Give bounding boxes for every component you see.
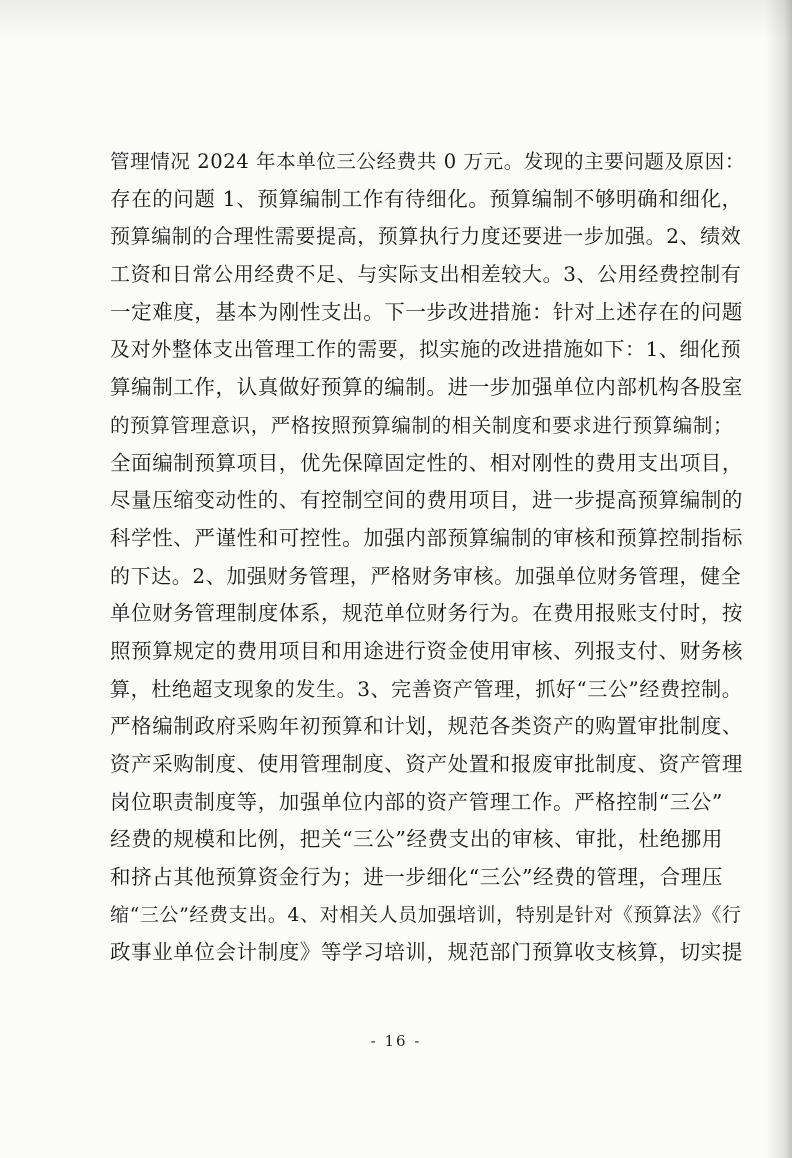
text-line: 预算编制的合理性需要提高，预算执行力度还要进一步加强。2、绩效 (110, 224, 742, 249)
text-line: 管理情况 2024 年本单位三公经费共 0 万元。发现的主要问题及原因： (110, 150, 745, 173)
text-line: 岗位职责制度等，加强单位内部的资产管理工作。严格控制“三公” (110, 789, 723, 814)
scan-top-shadow (0, 0, 792, 40)
text-line: 全面编制预算项目，优先保障固定性的、相对刚性的费用支出项目， (110, 450, 743, 475)
body-text (110, 143, 746, 972)
text-line: 工资和日常公用经费不足、与实际支出相差较大。3、公用经费控制有 (110, 262, 742, 287)
text-line: 一定难度，基本为刚性支出。下一步改进措施：针对上述存在的问题 (110, 299, 743, 324)
text-line: 及对外整体支出管理工作的需要，拟实施的改进措施如下：1、细化预 (110, 337, 742, 362)
text-line: 尽量压缩变动性的、有控制空间的费用项目，进一步提高预算编制的 (110, 488, 743, 513)
text-line: 政事业单位会计制度》等学习培训，规范部门预算收支核算，切实提 (110, 940, 743, 965)
text-line: 存在的问题 1、预算编制工作有待细化。预算编制不够明确和细化， (110, 186, 743, 211)
text-line: 经费的规模和比例，把关“三公”经费支出的审核、审批，杜绝挪用 (110, 827, 723, 852)
text-line: 缩“三公”经费支出。4、对相关人员加强培训，特别是针对《预算法》《行 (110, 903, 742, 926)
text-line: 算，杜绝超支现象的发生。3、完善资产管理，抓好“三公”经费控制。 (110, 676, 743, 701)
text-line: 的下达。2、加强财务管理，严格财务审核。加强单位财务管理，健全 (110, 563, 742, 588)
text-line: 科学性、严谨性和可控性。加强内部预算编制的审核和预算控制指标 (110, 525, 743, 550)
text-line: 严格编制政府采购年初预算和计划，规范各类资产的购置审批制度、 (110, 714, 743, 739)
text-line: 的预算管理意识，严格按照预算编制的相关制度和要求进行预算编制； (110, 413, 734, 437)
text-line: 和挤占其他预算资金行为；进一步细化“三公”经费的管理，合理压 (110, 865, 723, 890)
text-line: 照预算规定的费用项目和用途进行资金使用审核、列报支付、财务核 (110, 638, 743, 663)
scan-edge-shadow (766, 0, 792, 1158)
page-number: - 16 - (370, 1032, 422, 1050)
text-line: 算编制工作，认真做好预算的编制。进一步加强单位内部机构各股室 (110, 375, 743, 400)
text-line: 资产采购制度、使用管理制度、资产处置和报废审批制度、资产管理 (110, 752, 743, 776)
text-line: 单位财务管理制度体系，规范单位财务行为。在费用报账支付时，按 (110, 601, 743, 626)
